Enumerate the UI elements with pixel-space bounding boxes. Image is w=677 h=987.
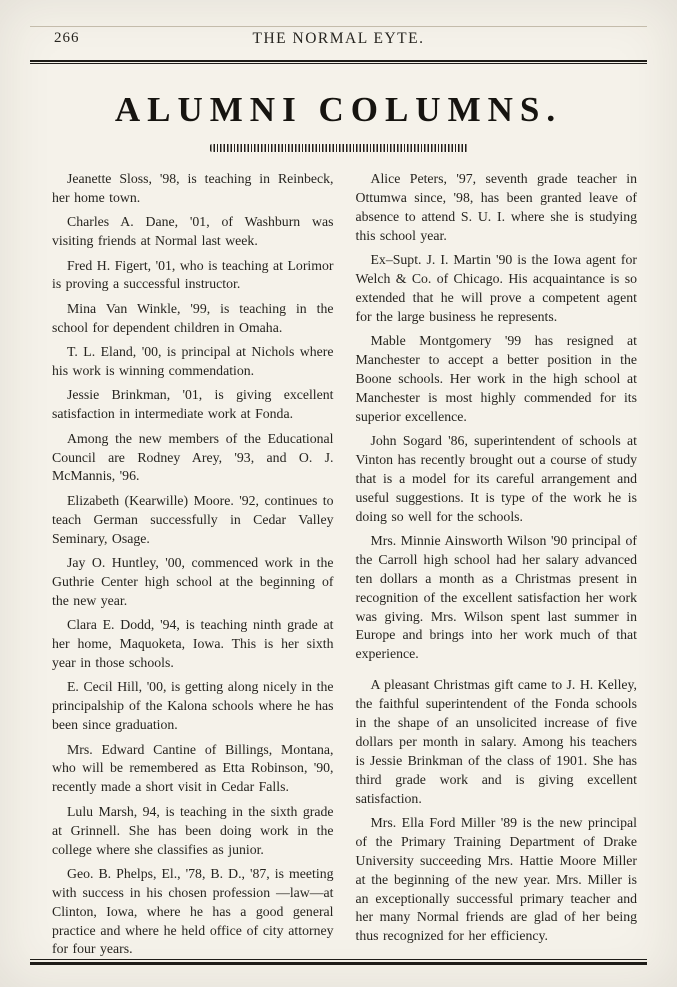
paragraph: Mable Montgomery '99 has resigned at Manchester to accept a better position in the Boone schools. Her work in the high school at Manchester is most highly commended for its superior excellence. [355, 333, 637, 424]
paragraph: Geo. B. Phelps, El., '78, B. D., '87, is meeting with success in his chosen profession —law—at Clinton, Iowa, where he has a good general practice and where he held office of city attorney for four years. [52, 865, 334, 957]
paragraph: Mrs. Minnie Ainsworth Wilson '90 principal of the Carroll high school had her salary advanced ten dollars a month as a Christmas present in recognition of the excellent satisfaction her work was giving. Mrs. Wilson spent last summer in Europe and brings into her work much of that experience. [355, 533, 637, 662]
paragraph: Jessie Brinkman, '01, is giving excellent satisfaction in intermediate work at Fonda. [52, 387, 334, 422]
right-column [356, 170, 638, 965]
paragraph: Ex–Supt. J. I. Martin '90 is the Iowa agent for Welch & Co. of Chicago. His acquaintance is so extended that he will prove a competent agent for the large business he represents. [355, 252, 637, 324]
paragraph: Fred H. Figert, '01, who is teaching at Lorimor is proving a successful instructor. [52, 257, 334, 292]
header-rule [30, 60, 647, 64]
left-column [52, 170, 334, 965]
header-hairline-rule [30, 26, 647, 27]
decorative-hatched-rule [210, 144, 468, 152]
paragraph: Mrs. Edward Cantine of Billings, Montana, who will be remembered as Etta Robinson, '90, recently made a short visit in Cedar Falls. [52, 741, 334, 795]
paragraph: E. Cecil Hill, '00, is getting along nicely in the principalship of the Kalona schools where he has been since graduation. [52, 679, 334, 733]
paragraph: Jay O. Huntley, '00, commenced work in the Guthrie Center high school at the beginning of the new year. [52, 555, 334, 608]
paragraph: Mina Van Winkle, '99, is teaching in the school for dependent children in Omaha. [52, 300, 334, 335]
journal-title: THE NORMAL EYTE. [252, 30, 425, 47]
paragraph: Charles A. Dane, '01, of Washburn was visiting friends at Normal last week. [52, 214, 334, 249]
paragraph: Lulu Marsh, 94, is teaching in the sixth grade at Grinnell. She has been doing work in the college where she classifies as junior. [52, 803, 334, 857]
paragraph: John Sogard '86, superintendent of schools at Vinton has recently brought out a course of study that is a model for its careful arrangement and useful suggestions. It is type of the work he is doing so well for the schools. [355, 433, 637, 524]
paragraph: Alice Peters, '97, seventh grade teacher in Ottumwa since, '98, has been granted leave of absence to attend S. U. I. where she is studying this school year. [355, 171, 637, 243]
paragraph: Mrs. Ella Ford Miller '89 is the new principal of the Primary Training Department of Drake University succeeding Mrs. Hattie Moore Miller at the beginning of the new year. Mrs. Miller is an exceptionally successful primary teacher and her many Normal friends are glad of her being thus recognized for her efficiency. [355, 815, 637, 944]
footer-thick-rule [30, 962, 647, 965]
paragraph: Among the new members of the Educational Council are Rodney Arey, '93, and O. J. McMannis, '96. [52, 430, 334, 484]
footer-rule [30, 959, 647, 965]
page-number: 266 [54, 30, 80, 46]
paragraph: T. L. Eland, '00, is principal at Nichols where his work is winning commendation. [52, 344, 334, 379]
paragraph: Jeanette Sloss, '98, is teaching in Reinbeck, her home town. [52, 171, 334, 205]
paragraph: A pleasant Christmas gift came to J. H. Kelley, the faithful superintendent of the Fonda schools in the shape of an unsolicited increase of five dollars per month in salary. Among his teachers is Jessie Brinkman of the class of 1901. She has third grade work and is giving excellent satisfaction. [355, 677, 638, 806]
text-columns [52, 170, 637, 965]
paragraph: Elizabeth (Kearwille) Moore. '92, continues to teach German successfully in Cedar Valley Seminary, Osage. [52, 492, 334, 546]
paragraph: Clara E. Dodd, '94, is teaching ninth grade at her home, Maquoketa, Iowa. This is her sixth year in those schools. [52, 617, 334, 670]
running-head [30, 0, 647, 64]
section-title: ALUMNI COLUMNS. [114, 90, 563, 129]
footer-thin-rule [30, 959, 647, 960]
